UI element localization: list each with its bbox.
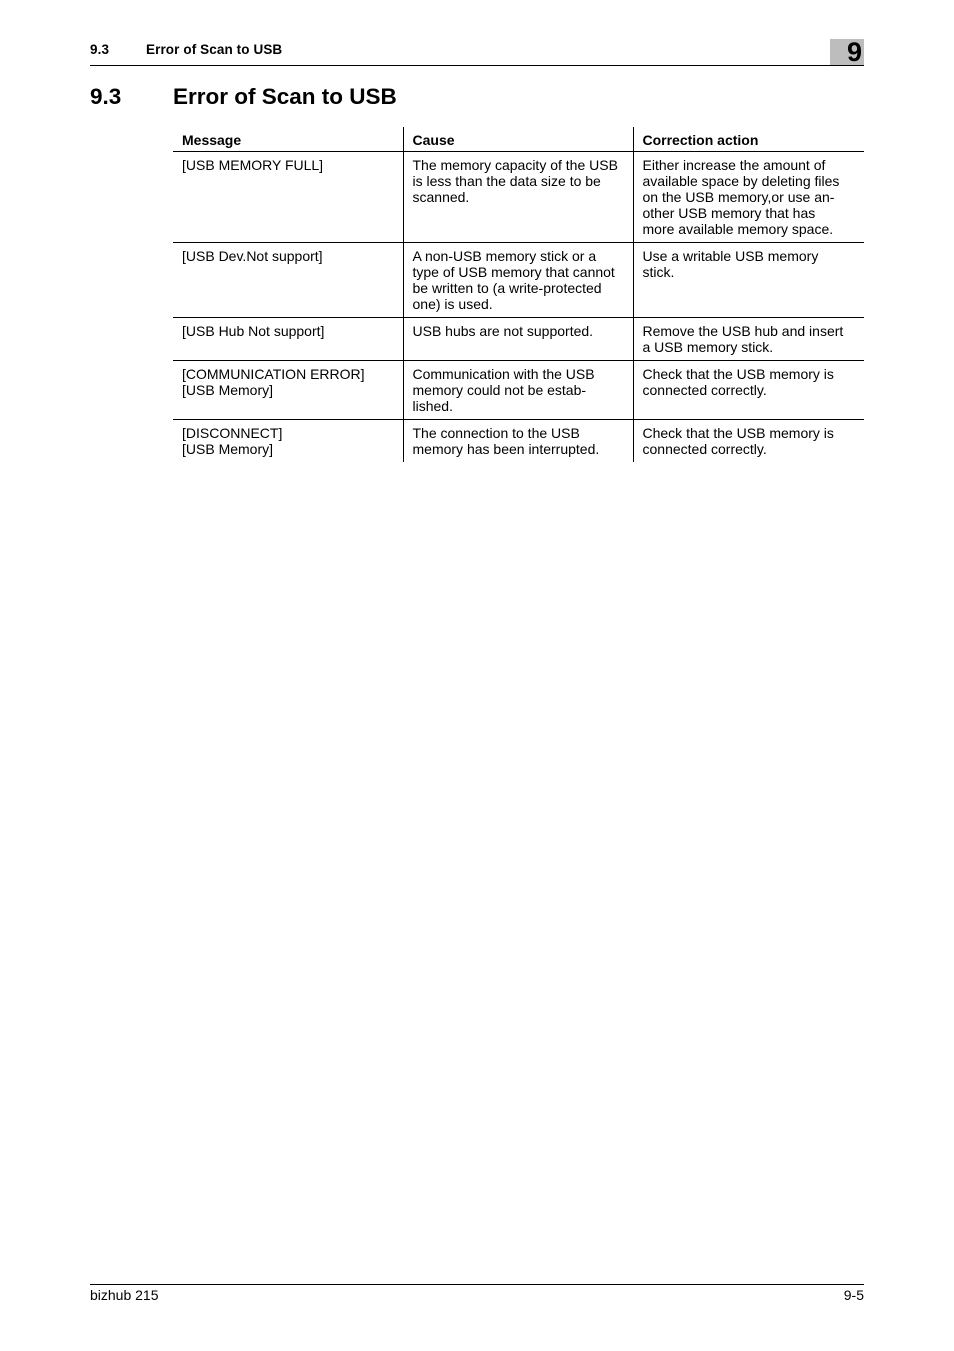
- message-cell: [DISCONNECT] [USB Memory]: [182, 425, 283, 457]
- message-cell: [USB MEMORY FULL]: [173, 152, 403, 243]
- action-cell: Either increase the amount of available space by deleting files on the USB memory,or use an- other USB memory that has more available memory space.: [633, 152, 864, 243]
- cause-cell: The connection to the USB memory has been interrupted.: [403, 420, 633, 463]
- table-row: [173, 243, 864, 318]
- cause-cell: USB hubs are not supported.: [403, 318, 633, 361]
- message-cell: [USB Hub Not support]: [173, 318, 403, 361]
- section-number: 9.3: [90, 84, 122, 109]
- header-rule: [90, 65, 864, 66]
- table-row: [173, 318, 864, 361]
- running-header: [90, 42, 282, 57]
- running-header-title: Error of Scan to USB: [146, 42, 283, 57]
- column-header-message: Message: [173, 127, 403, 152]
- running-header-section-number: 9.3: [90, 42, 110, 57]
- cause-cell: A non-USB memory stick or a type of USB memory that cannot be written to (a write-protected one) is used.: [403, 243, 633, 318]
- action-cell: Use a writable USB memory stick.: [633, 243, 864, 318]
- table-row: [173, 152, 864, 243]
- action-cell: Check that the USB memory is connected correctly.: [633, 420, 864, 463]
- message-cell: [COMMUNICATION ERROR] [USB Memory]: [173, 361, 403, 420]
- table-header-row: [173, 127, 864, 152]
- footer-product-name: bizhub 215: [90, 1287, 159, 1303]
- column-header-correction-action: Correction action: [633, 127, 864, 152]
- section-heading: [90, 84, 397, 110]
- section-title: Error of Scan to USB: [173, 84, 397, 109]
- chapter-number: 9: [846, 37, 862, 67]
- error-table: [173, 127, 864, 462]
- message-cell: [USB Dev.Not support]: [173, 243, 403, 318]
- action-cell: Remove the USB hub and insert a USB memory stick.: [633, 318, 864, 361]
- footer-page-number: 9-5: [843, 1287, 864, 1303]
- table-row: [173, 361, 864, 420]
- column-header-cause: Cause: [403, 127, 633, 152]
- footer-rule: [90, 1284, 864, 1285]
- cause-cell: Communication with the USB memory could not be estab- lished.: [403, 361, 633, 420]
- table-row: [173, 420, 864, 463]
- chapter-tab: [830, 39, 864, 65]
- cause-cell: The memory capacity of the USB is less than the data size to be scanned.: [403, 152, 633, 243]
- action-cell: Check that the USB memory is connected correctly.: [633, 361, 864, 420]
